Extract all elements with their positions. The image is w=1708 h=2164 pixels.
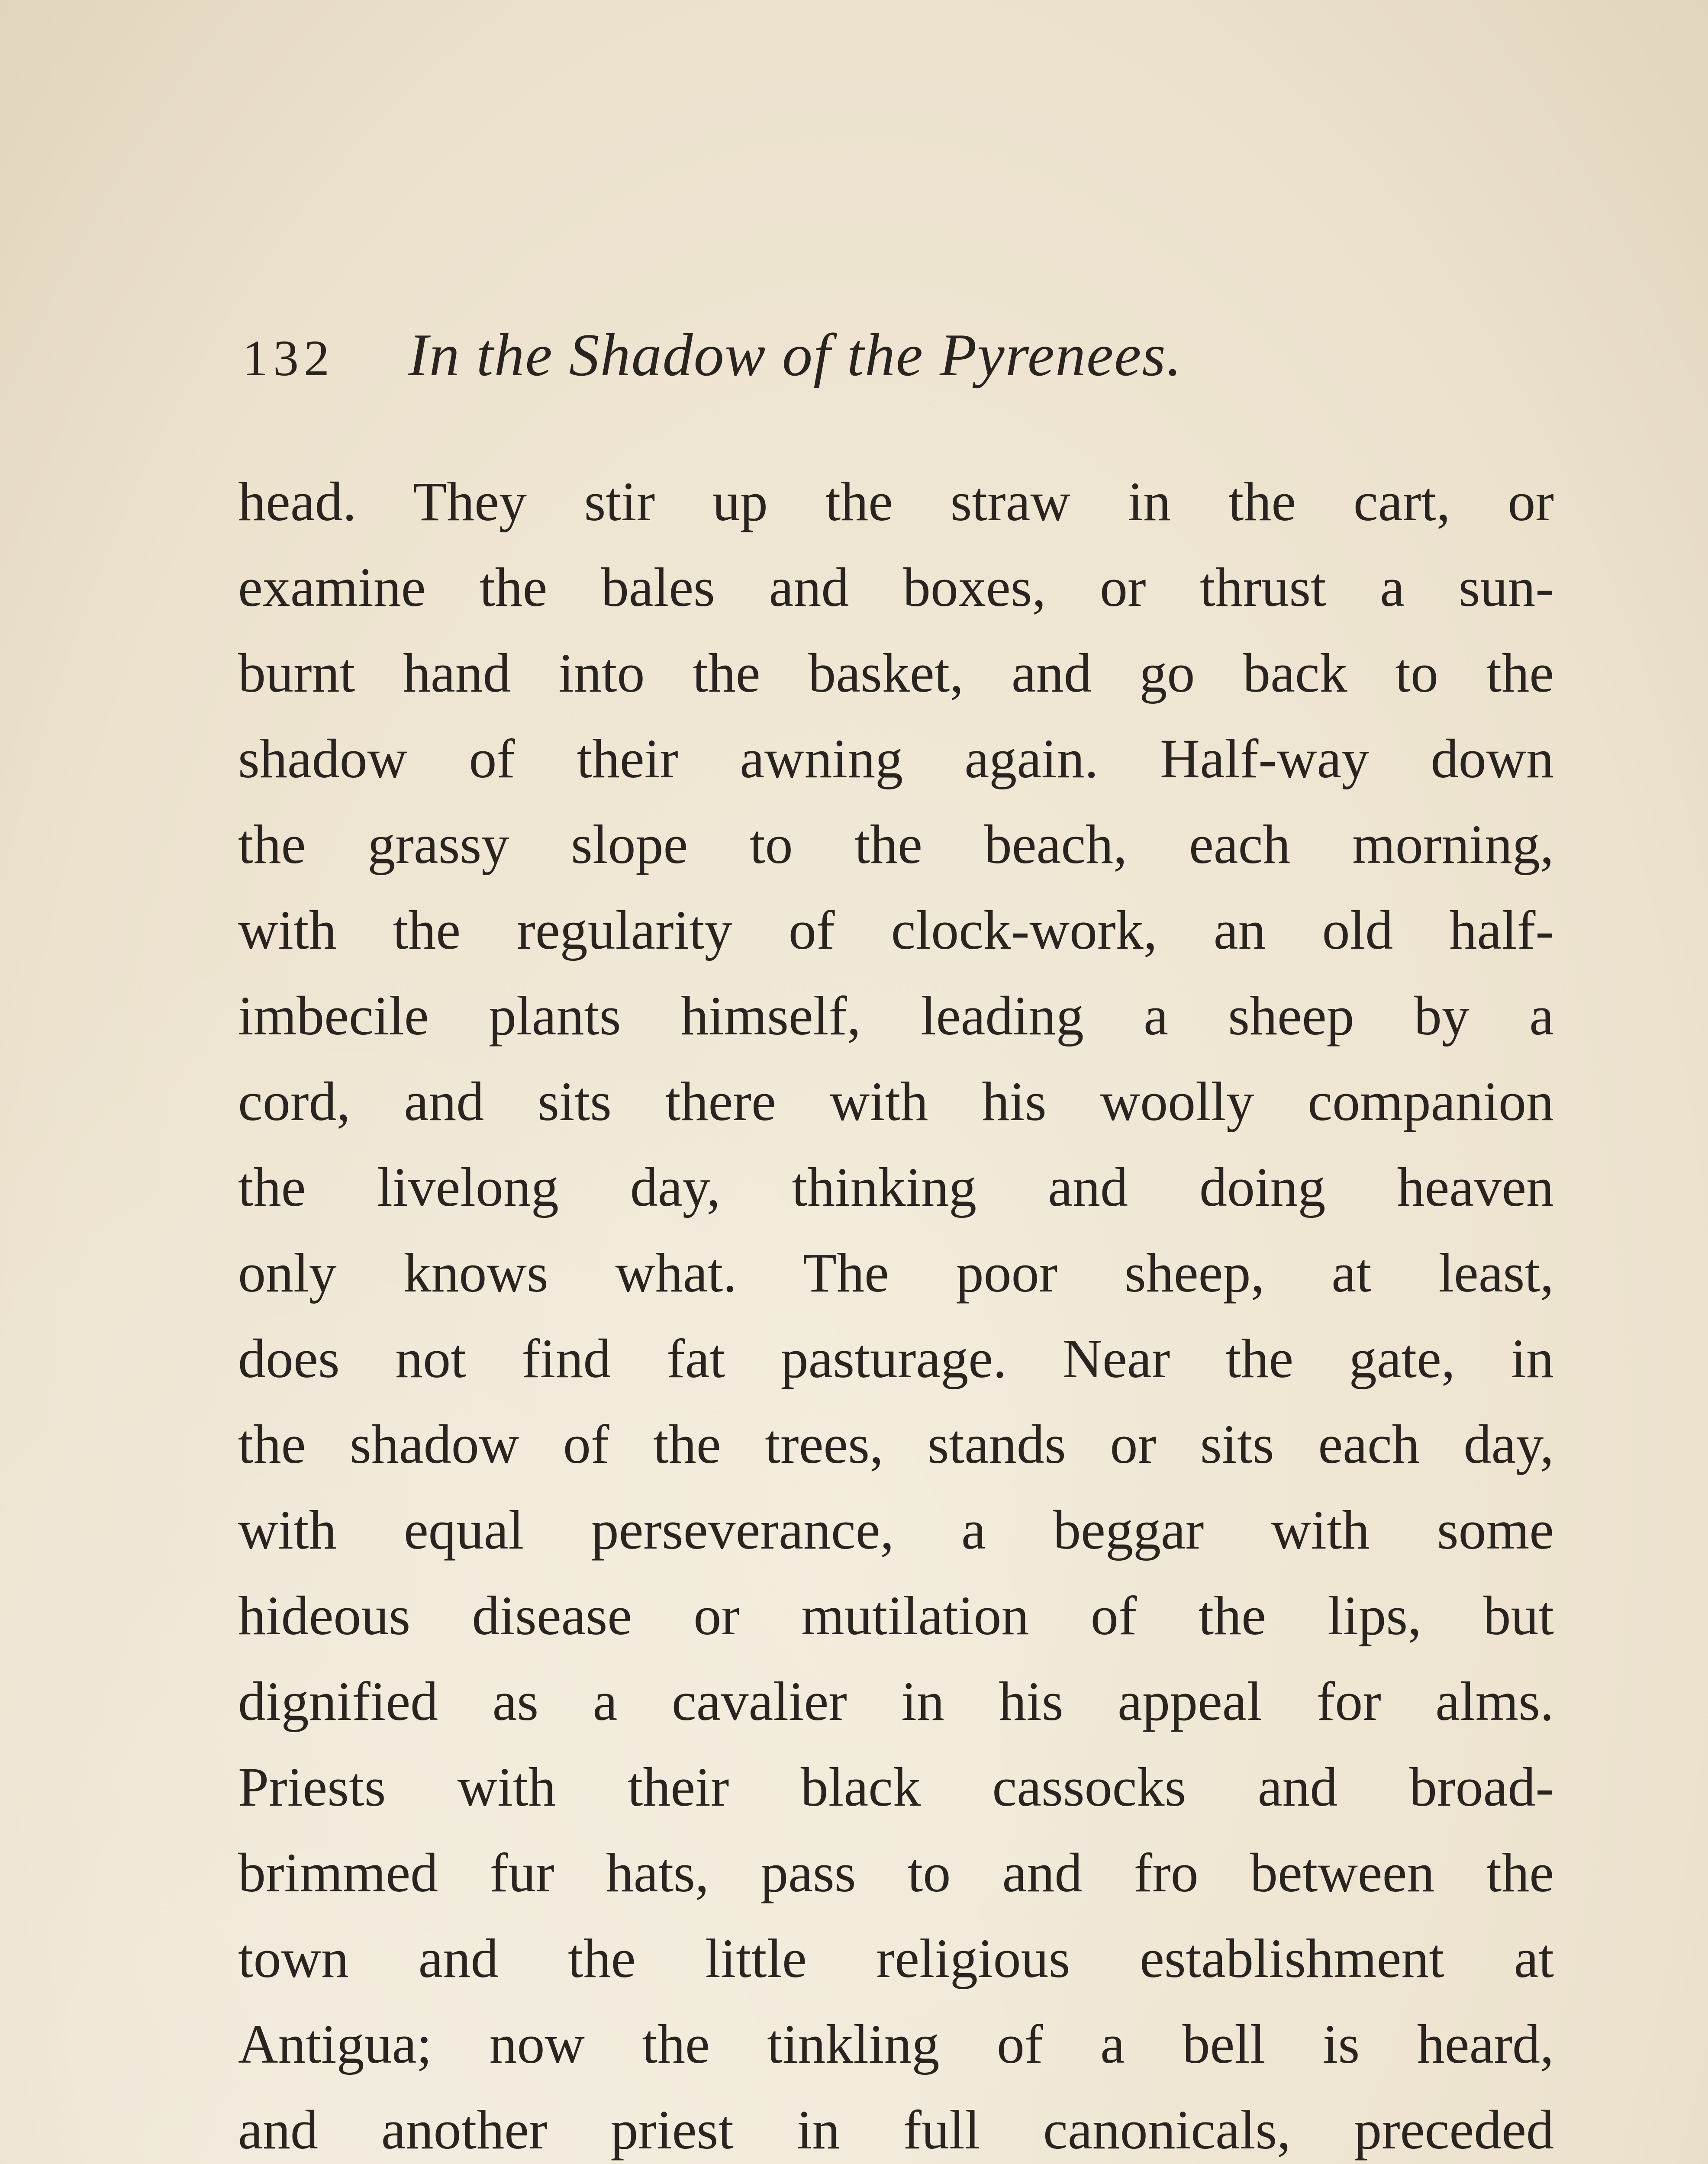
text-line: the shadow of the trees, stands or sits each day,	[238, 1414, 1554, 1475]
text-line: with equal perseverance, a beggar with some	[238, 1499, 1554, 1561]
text-line: shadow of their awning again. Half-way down	[238, 728, 1554, 789]
text-line: with the regularity of clock-work, an old half-	[238, 899, 1554, 961]
text-line: the livelong day, thinking and doing heaven	[238, 1156, 1554, 1218]
text-line: imbecile plants himself, leading a sheep by a	[238, 985, 1554, 1047]
text-line: Priests with their black cassocks and broad-	[238, 1756, 1554, 1818]
text-line: only knows what. The poor sheep, at least,	[238, 1242, 1554, 1304]
text-line: town and the little religious establishment at	[238, 1928, 1554, 1989]
text-line: burnt hand into the basket, and go back to the	[238, 642, 1554, 704]
text-line: brimmed fur hats, pass to and fro between the	[238, 1842, 1554, 1903]
text-line: examine the bales and boxes, or thrust a sun-	[238, 557, 1554, 618]
text-line: hideous disease or mutilation of the lips, but	[238, 1585, 1554, 1646]
text-line: Antigua; now the tinkling of a bell is heard,	[238, 2013, 1554, 2075]
text-line: cord, and sits there with his woolly companion	[238, 1071, 1554, 1132]
running-title: In the Shadow of the Pyrenees.	[408, 322, 1183, 389]
text-line: dignified as a cavalier in his appeal for alms.	[238, 1671, 1554, 1732]
text-line: head. They stir up the straw in the cart, or	[238, 471, 1554, 532]
text-line: and another priest in full canonicals, preceded	[238, 2099, 1554, 2161]
page-number: 132	[242, 330, 335, 386]
text-line: does not find fat pasturage. Near the gate, in	[238, 1328, 1554, 1389]
running-head	[242, 320, 1183, 407]
body-text	[238, 459, 1554, 2164]
text-line: the grassy slope to the beach, each morning,	[238, 814, 1554, 875]
